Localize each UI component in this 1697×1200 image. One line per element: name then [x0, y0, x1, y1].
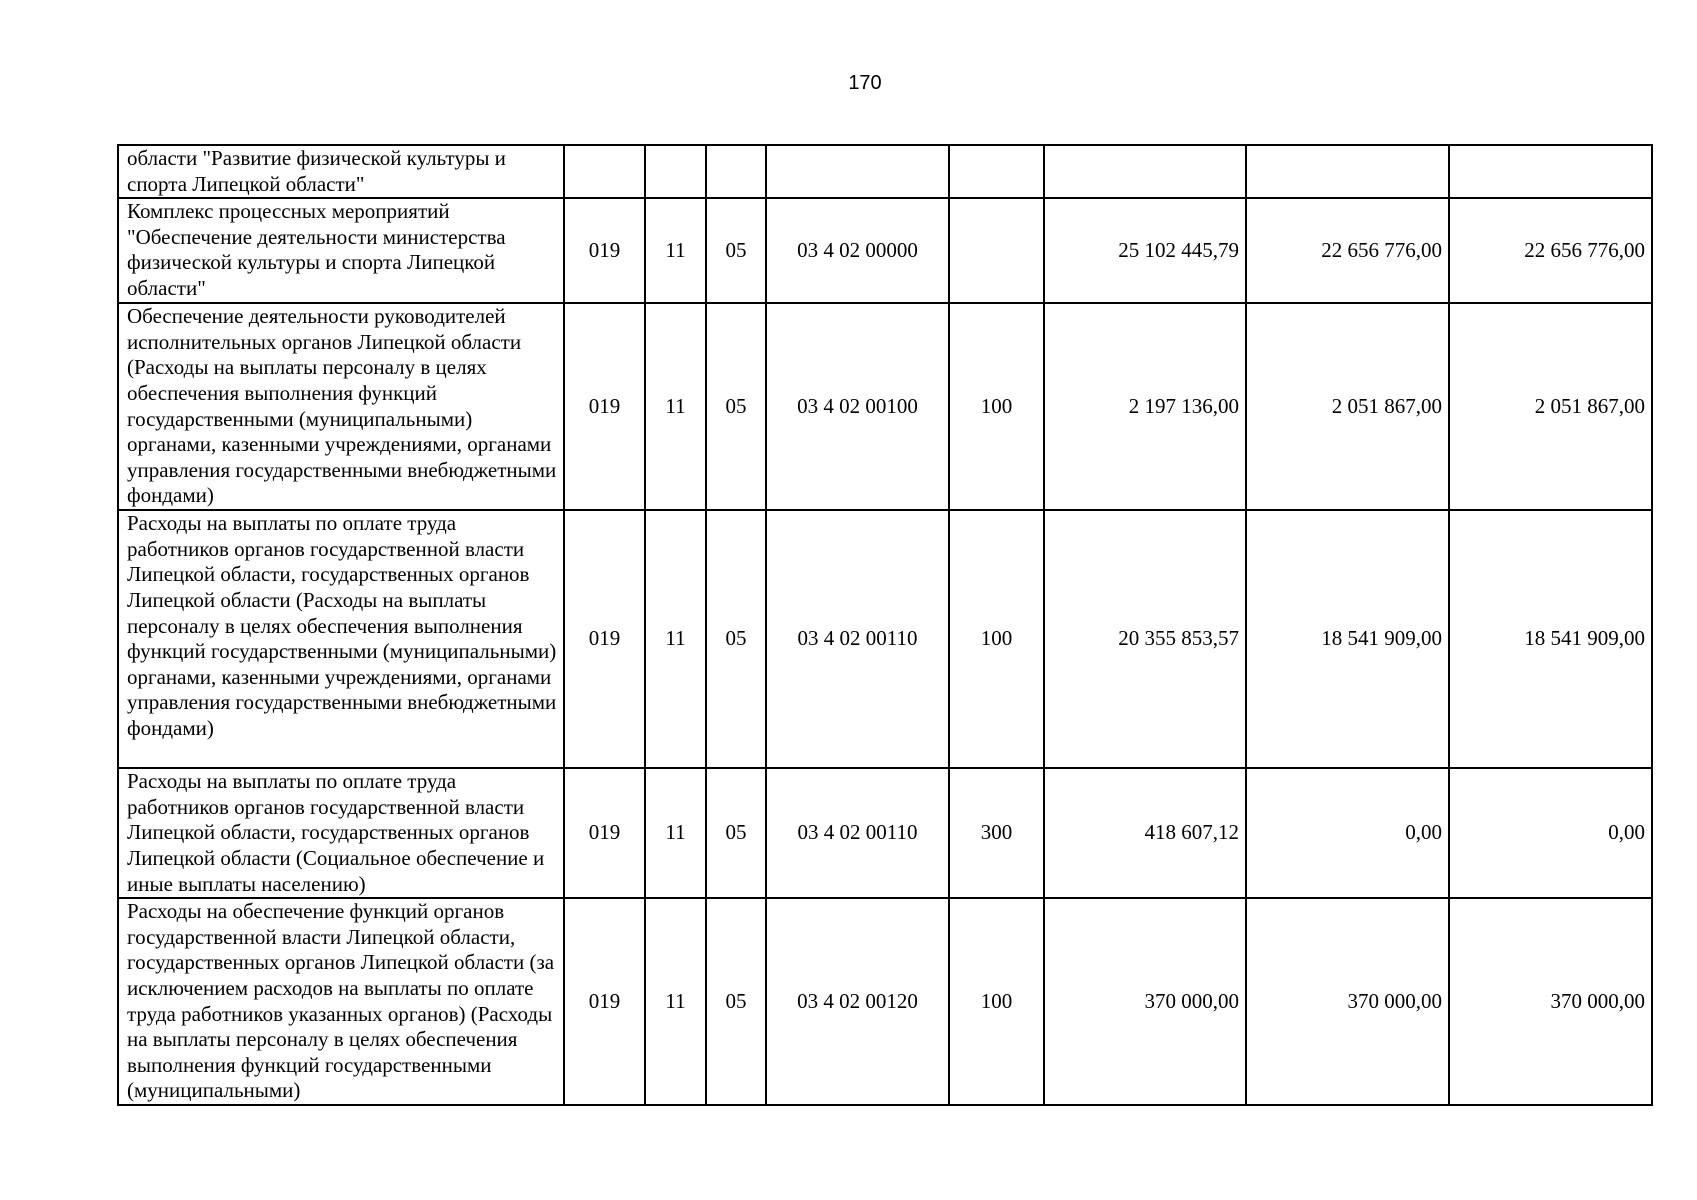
row-name: Комплекс процессных мероприятий "Обеспечение деятельности министерства физической культуры и спорта Липецкой области"	[118, 198, 564, 303]
section-code	[645, 145, 706, 198]
expense-type-code: 100	[949, 303, 1044, 510]
section-code: 11	[645, 768, 706, 898]
target-article-code: 03 4 02 00000	[766, 198, 949, 303]
table-row	[118, 303, 1652, 510]
expense-type-code: 300	[949, 768, 1044, 898]
row-name: области "Развитие физической культуры и спорта Липецкой области"	[118, 145, 564, 198]
subsection-code	[706, 145, 766, 198]
subsection-code: 05	[706, 768, 766, 898]
expense-type-code	[949, 198, 1044, 303]
page-number: 170	[848, 72, 882, 94]
grbs-code: 019	[564, 898, 645, 1105]
row-name: Расходы на выплаты по оплате труда работников органов государственной власти Липецкой области, государственных органов Липецкой области (Расходы на выплаты персоналу в целях обеспечения выполнения функций государственными (муниципальными) органами, казенными учреждениями, органами управления государственными внебюджетными фондами)	[118, 510, 564, 768]
amount-year-2: 2 051 867,00	[1246, 303, 1449, 510]
amount-year-3: 22 656 776,00	[1449, 198, 1652, 303]
expense-type-code: 100	[949, 898, 1044, 1105]
amount-year-1: 20 355 853,57	[1044, 510, 1246, 768]
target-article-code	[766, 145, 949, 198]
section-code: 11	[645, 303, 706, 510]
table-row	[118, 510, 1652, 768]
budget-table	[117, 144, 1653, 1106]
amount-year-3: 2 051 867,00	[1449, 303, 1652, 510]
expense-type-code	[949, 145, 1044, 198]
target-article-code: 03 4 02 00100	[766, 303, 949, 510]
grbs-code: 019	[564, 510, 645, 768]
section-code: 11	[645, 510, 706, 768]
amount-year-1: 370 000,00	[1044, 898, 1246, 1105]
amount-year-3: 370 000,00	[1449, 898, 1652, 1105]
amount-year-2: 370 000,00	[1246, 898, 1449, 1105]
row-name: Расходы на обеспечение функций органов государственной власти Липецкой области, государственных органов Липецкой области (за исключением расходов на выплаты по оплате труда работников указанных органов) (Расходы на выплаты персоналу в целях обеспечения выполнения функций государственными (муниципальными)	[118, 898, 564, 1105]
section-code: 11	[645, 198, 706, 303]
grbs-code: 019	[564, 768, 645, 898]
expense-type-code: 100	[949, 510, 1044, 768]
row-name: Расходы на выплаты по оплате труда работников органов государственной власти Липецкой области, государственных органов Липецкой области (Социальное обеспечение и иные выплаты населению)	[118, 768, 564, 898]
amount-year-3	[1449, 145, 1652, 198]
amount-year-2: 0,00	[1246, 768, 1449, 898]
amount-year-2	[1246, 145, 1449, 198]
grbs-code: 019	[564, 303, 645, 510]
subsection-code: 05	[706, 198, 766, 303]
amount-year-2: 22 656 776,00	[1246, 198, 1449, 303]
target-article-code: 03 4 02 00110	[766, 768, 949, 898]
table-row	[118, 768, 1652, 898]
amount-year-1: 2 197 136,00	[1044, 303, 1246, 510]
target-article-code: 03 4 02 00120	[766, 898, 949, 1105]
subsection-code: 05	[706, 898, 766, 1105]
amount-year-1: 418 607,12	[1044, 768, 1246, 898]
table-row	[118, 898, 1652, 1105]
amount-year-1	[1044, 145, 1246, 198]
amount-year-2: 18 541 909,00	[1246, 510, 1449, 768]
section-code: 11	[645, 898, 706, 1105]
row-name: Обеспечение деятельности руководителей исполнительных органов Липецкой области (Расходы на выплаты персоналу в целях обеспечения выполнения функций государственными (муниципальными) органами, казенными учреждениями, органами управления государственными внебюджетными фондами)	[118, 303, 564, 510]
grbs-code: 019	[564, 198, 645, 303]
amount-year-1: 25 102 445,79	[1044, 198, 1246, 303]
table-row	[118, 145, 1652, 198]
amount-year-3: 0,00	[1449, 768, 1652, 898]
grbs-code	[564, 145, 645, 198]
table-row	[118, 198, 1652, 303]
subsection-code: 05	[706, 510, 766, 768]
amount-year-3: 18 541 909,00	[1449, 510, 1652, 768]
subsection-code: 05	[706, 303, 766, 510]
target-article-code: 03 4 02 00110	[766, 510, 949, 768]
